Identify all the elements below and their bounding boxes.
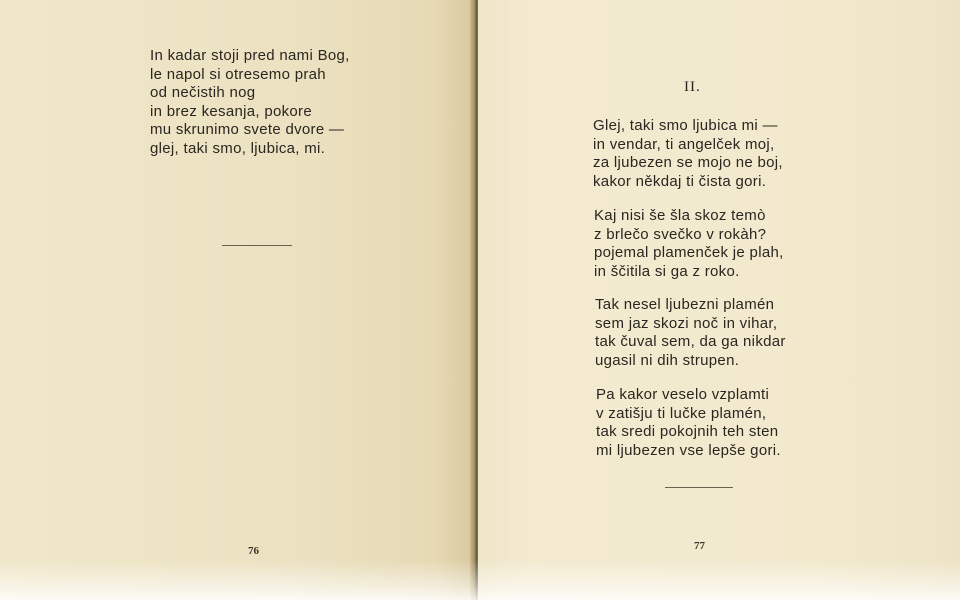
verse-line: Pa kakor veselo vzplamti bbox=[596, 386, 770, 403]
verse-line: le napol si otresemo prah bbox=[150, 65, 326, 83]
verse-line: mu skrunimo svete dvore — bbox=[150, 121, 345, 138]
left-stanza-1 bbox=[150, 47, 350, 158]
right-stanza-2 bbox=[594, 207, 784, 281]
verse-line: kakor někdaj ti čista gori. bbox=[593, 172, 767, 190]
verse-line: v zatišju ti lučke plamén, bbox=[596, 404, 767, 422]
poem-section-heading: II. bbox=[684, 79, 701, 95]
left-page bbox=[0, 0, 474, 600]
verse-line: in vendar, ti angelček moj, bbox=[593, 135, 775, 153]
section-divider-rule bbox=[222, 245, 292, 246]
page-number-right: 77 bbox=[694, 540, 705, 552]
verse-line: Tak nesel ljubezni plamén bbox=[595, 296, 775, 313]
verse-line: In kadar stoji pred nami Bog, bbox=[150, 47, 350, 64]
verse-line: tak sredi pokojnih teh sten bbox=[596, 423, 779, 440]
right-stanza-3 bbox=[595, 296, 786, 370]
verse-line: glej, taki smo, ljubica, mi. bbox=[150, 139, 326, 157]
verse-line: pojemal plamenček je plah, bbox=[594, 244, 784, 261]
right-stanza-1 bbox=[593, 117, 783, 191]
verse-line: Kaj nisi še šla skoz temò bbox=[594, 207, 766, 224]
verse-line: in ščitila si ga z roko. bbox=[594, 262, 740, 280]
verse-line: mi ljubezen vse lepše gori. bbox=[596, 441, 781, 459]
verse-line: za ljubezen se mojo ne boj, bbox=[593, 154, 783, 171]
page-number-left: 76 bbox=[248, 545, 259, 557]
right-page bbox=[478, 0, 960, 600]
verse-line: tak čuval sem, da ga nikdar bbox=[595, 333, 786, 350]
verse-line: od nečistih nog bbox=[150, 84, 256, 101]
verse-line: Glej, taki smo ljubica mi — bbox=[593, 117, 778, 134]
section-divider-rule bbox=[665, 487, 733, 488]
verse-line: sem jaz skozi noč in vihar, bbox=[595, 314, 778, 332]
verse-line: in brez kesanja, pokore bbox=[150, 102, 312, 120]
right-stanza-4 bbox=[596, 386, 781, 460]
verse-line: ugasil ni dih strupen. bbox=[595, 351, 740, 369]
verse-line: z brlečo svečko v rokàh? bbox=[594, 225, 767, 243]
